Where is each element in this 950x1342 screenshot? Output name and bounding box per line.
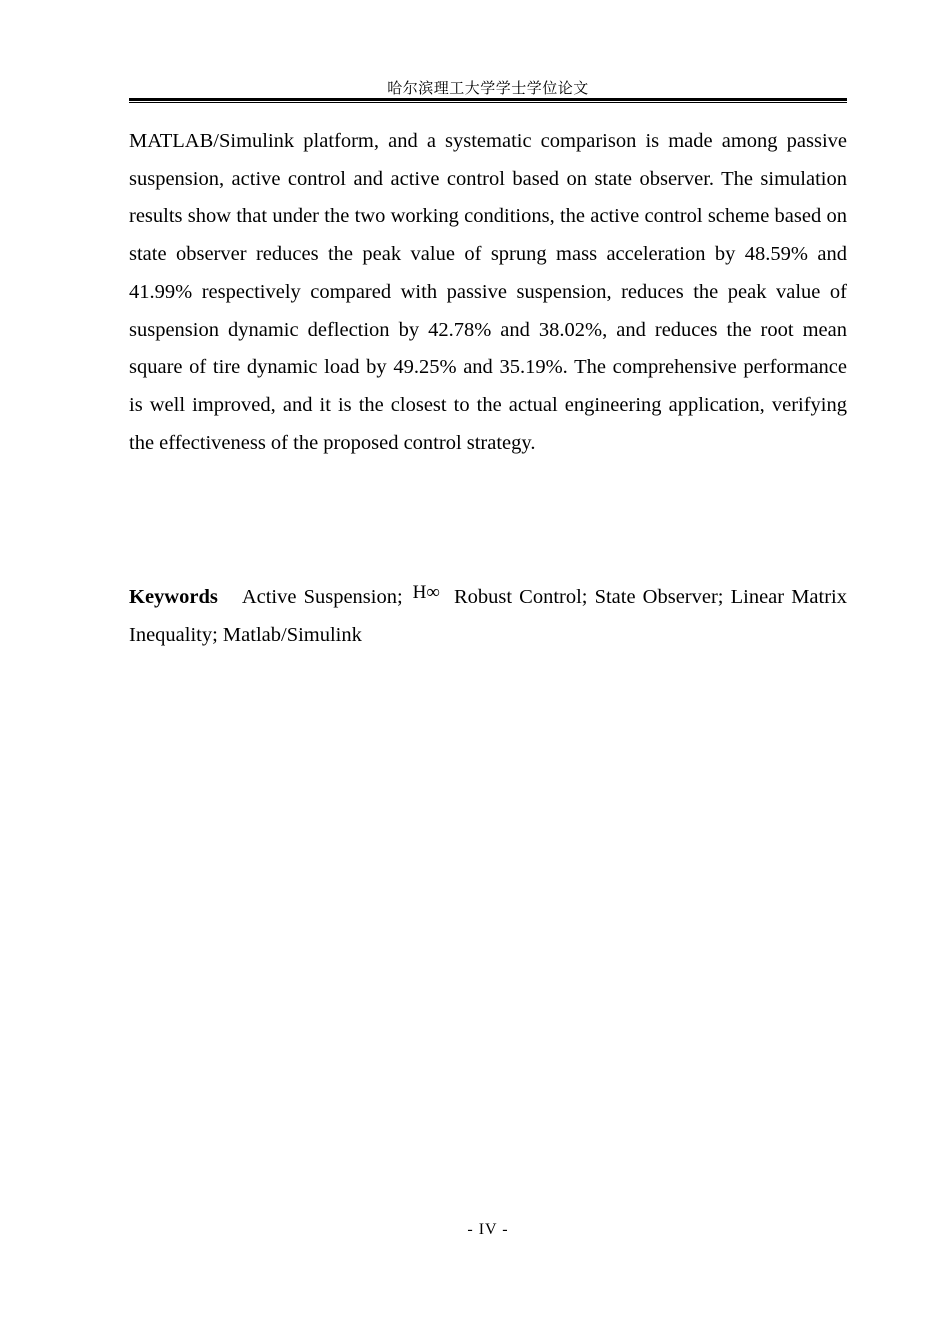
header-rule-thin: [129, 102, 847, 103]
page-header-title: 哈尔滨理工大学学士学位论文: [387, 79, 589, 97]
keywords-label: Keywords: [129, 586, 218, 608]
header-rule-thick: [129, 98, 847, 101]
keywords-paragraph: [129, 579, 847, 654]
keywords-text-before-symbol: Active Suspension;: [241, 586, 403, 608]
keywords-text-after-symbol: Robust Control; State Observer; Linear Matrix Inequality; Matlab/Simulink: [129, 586, 847, 646]
h-infinity-symbol: H∞: [412, 582, 440, 603]
page-number: - IV -: [467, 1221, 509, 1238]
abstract-paragraph: MATLAB/Simulink platform, and a systematic comparison is made among passive suspension, active control and active control based on state observer. The simulation results show that under the two working conditions, the active control scheme based on state observer reduces the peak value of sprung mass acceleration by 48.59% and 41.99% respectively compared with passive suspension, reduces the peak value of suspension dynamic deflection by 42.78% and 38.02%, and reduces the root mean square of tire dynamic load by 49.25% and 35.19%. The comprehensive performance is well improved, and it is the closest to the actual engineering application, verifying the effectiveness of the proposed control strategy.: [129, 130, 847, 454]
